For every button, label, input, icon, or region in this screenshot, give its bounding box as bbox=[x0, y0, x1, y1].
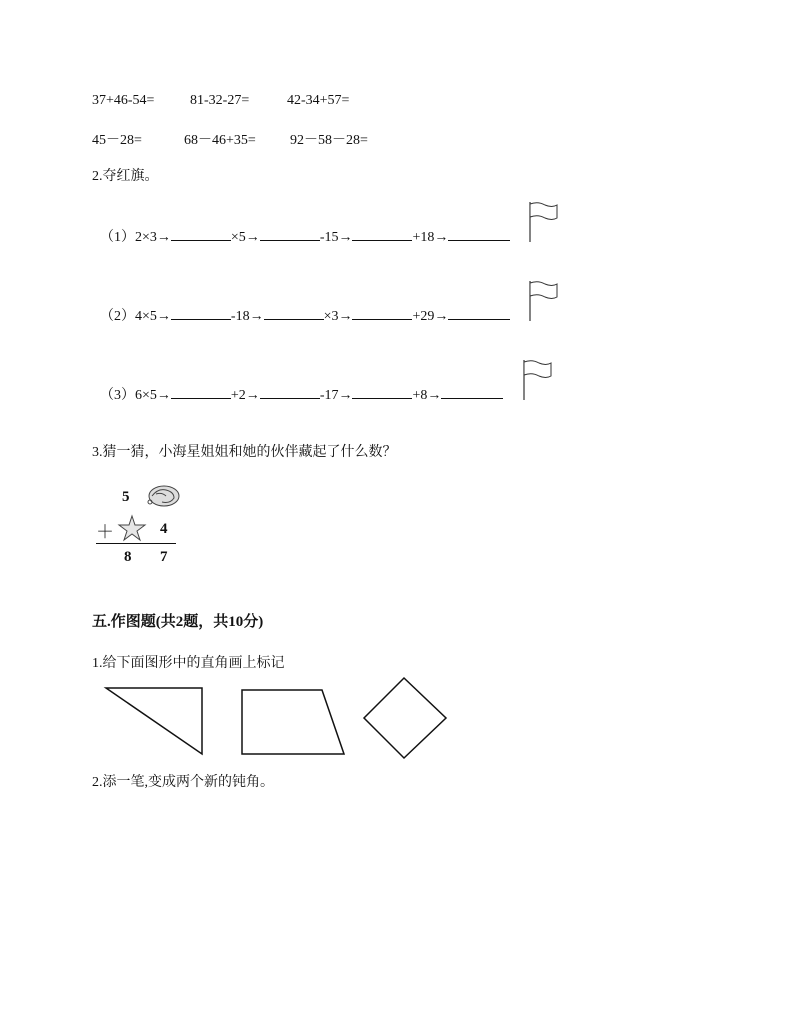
expr-6: 92－58－28= bbox=[290, 133, 368, 148]
answer-blank[interactable] bbox=[260, 386, 320, 399]
chain-op: +2→ bbox=[230, 388, 260, 403]
triangle-shape[interactable] bbox=[104, 686, 204, 756]
answer-blank[interactable] bbox=[171, 386, 231, 399]
chain-op: ×5→ bbox=[230, 230, 260, 245]
chain-label: （3） bbox=[100, 388, 135, 403]
trapezoid-shape[interactable] bbox=[240, 688, 346, 756]
s5-q2: 2.添一笔,变成两个新的钝角。 bbox=[92, 775, 274, 790]
plus-sign: ＋ bbox=[96, 522, 114, 542]
chain-op: +29→ bbox=[412, 309, 449, 324]
flag-icon bbox=[522, 360, 554, 400]
chain-label: （1） bbox=[100, 230, 135, 245]
chain-op: ×3→ bbox=[323, 309, 353, 324]
answer-blank[interactable] bbox=[441, 386, 503, 399]
expr-2: 81-32-27= bbox=[190, 93, 250, 108]
chain-label: （2） bbox=[100, 309, 135, 324]
square-diamond-shape[interactable] bbox=[362, 676, 448, 762]
answer-blank[interactable] bbox=[171, 307, 231, 320]
chain-op: -15→ bbox=[319, 230, 353, 245]
chain-start: 4×5→ bbox=[135, 309, 171, 324]
answer-blank[interactable] bbox=[448, 307, 510, 320]
result-tens: 8 bbox=[124, 549, 132, 565]
answer-blank[interactable] bbox=[260, 228, 320, 241]
q3-title: 3.猜一猜，小海星姐姐和她的伙伴藏起了什么数？ bbox=[92, 445, 397, 460]
answer-blank[interactable] bbox=[352, 307, 412, 320]
chain-2 bbox=[100, 305, 510, 325]
starfish-icon bbox=[118, 515, 146, 541]
section-heading: 五.作图题(共2题，共10分) bbox=[92, 614, 264, 630]
s5-q1: 1.给下面图形中的直角画上标记 bbox=[92, 656, 285, 671]
add-digit: 4 bbox=[160, 521, 168, 537]
chain-start: 2×3→ bbox=[135, 230, 171, 245]
conch-icon bbox=[144, 482, 182, 510]
top-digit: 5 bbox=[122, 489, 130, 505]
result-ones: 7 bbox=[160, 549, 168, 565]
q2-title: 2.夺红旗。 bbox=[92, 169, 159, 184]
chain-op: -18→ bbox=[230, 309, 264, 324]
expr-5: 68－46+35= bbox=[184, 133, 256, 148]
expr-1: 37+46-54= bbox=[92, 93, 155, 108]
flag-icon bbox=[528, 202, 560, 242]
chain-3 bbox=[100, 384, 503, 404]
answer-blank[interactable] bbox=[352, 386, 412, 399]
chain-op: +8→ bbox=[412, 388, 442, 403]
chain-op: +18→ bbox=[412, 230, 449, 245]
answer-blank[interactable] bbox=[352, 228, 412, 241]
sum-line bbox=[96, 543, 176, 544]
answer-blank[interactable] bbox=[171, 228, 231, 241]
expr-3: 42-34+57= bbox=[287, 93, 350, 108]
flag-icon bbox=[528, 281, 560, 321]
chain-1 bbox=[100, 226, 510, 246]
answer-blank[interactable] bbox=[448, 228, 510, 241]
expr-4: 45－28= bbox=[92, 133, 142, 148]
chain-start: 6×5→ bbox=[135, 388, 171, 403]
chain-op: -17→ bbox=[319, 388, 353, 403]
answer-blank[interactable] bbox=[264, 307, 324, 320]
